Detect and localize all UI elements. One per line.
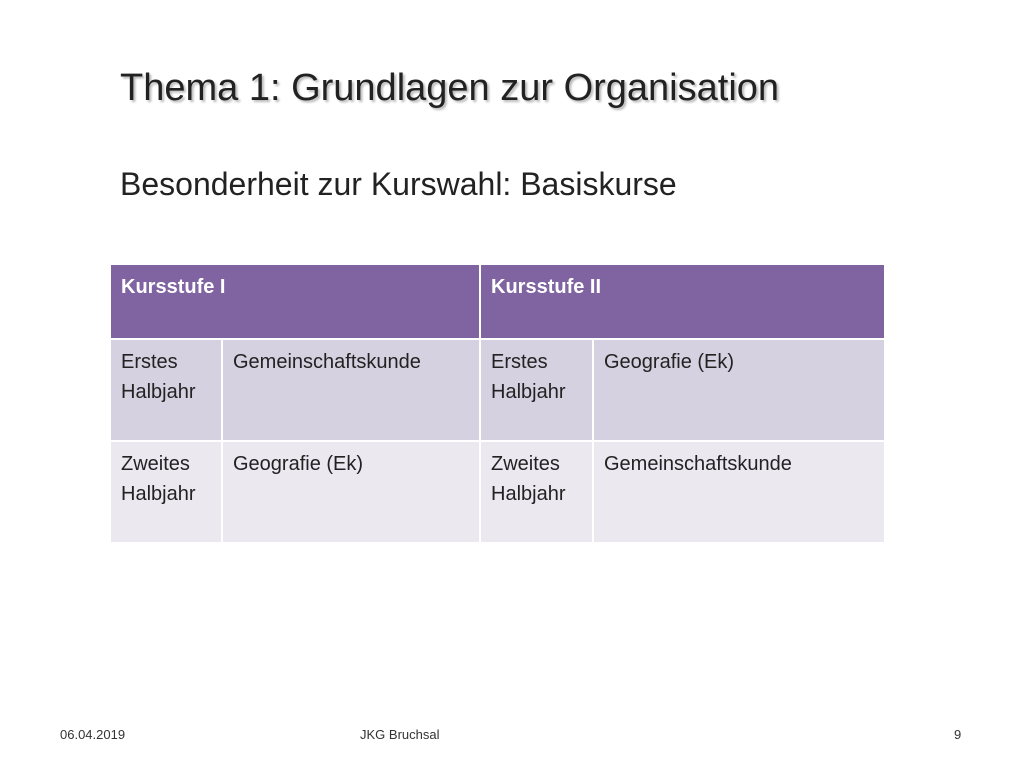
table-row <box>110 441 885 543</box>
table-header-row <box>110 264 885 339</box>
k2-term-cell: Zweites Halbjahr <box>480 441 593 543</box>
slide-subtitle: Besonderheit zur Kurswahl: Basiskurse <box>120 166 677 202</box>
k1-subject-cell: Gemeinschaftskunde <box>222 339 480 441</box>
header-kursstufe-2: Kursstufe II <box>480 264 885 339</box>
footer-date: 06.04.2019 <box>60 727 126 742</box>
header-kursstufe-1: Kursstufe I <box>110 264 480 339</box>
footer-page-number: 9 <box>954 727 962 742</box>
k2-subject-cell: Geografie (Ek) <box>593 339 885 441</box>
footer-school: JKG Bruchsal <box>360 727 440 742</box>
k2-term-cell: Erstes Halbjahr <box>480 339 593 441</box>
k1-term-cell: Zweites Halbjahr <box>110 441 222 543</box>
slide-title: Thema 1: Grundlagen zur Organisation <box>120 67 780 109</box>
table-row <box>110 339 885 441</box>
course-table <box>109 263 886 544</box>
k2-subject-cell: Gemeinschaftskunde <box>593 441 885 543</box>
k1-term-cell: Erstes Halbjahr <box>110 339 222 441</box>
k1-subject-cell: Geografie (Ek) <box>222 441 480 543</box>
